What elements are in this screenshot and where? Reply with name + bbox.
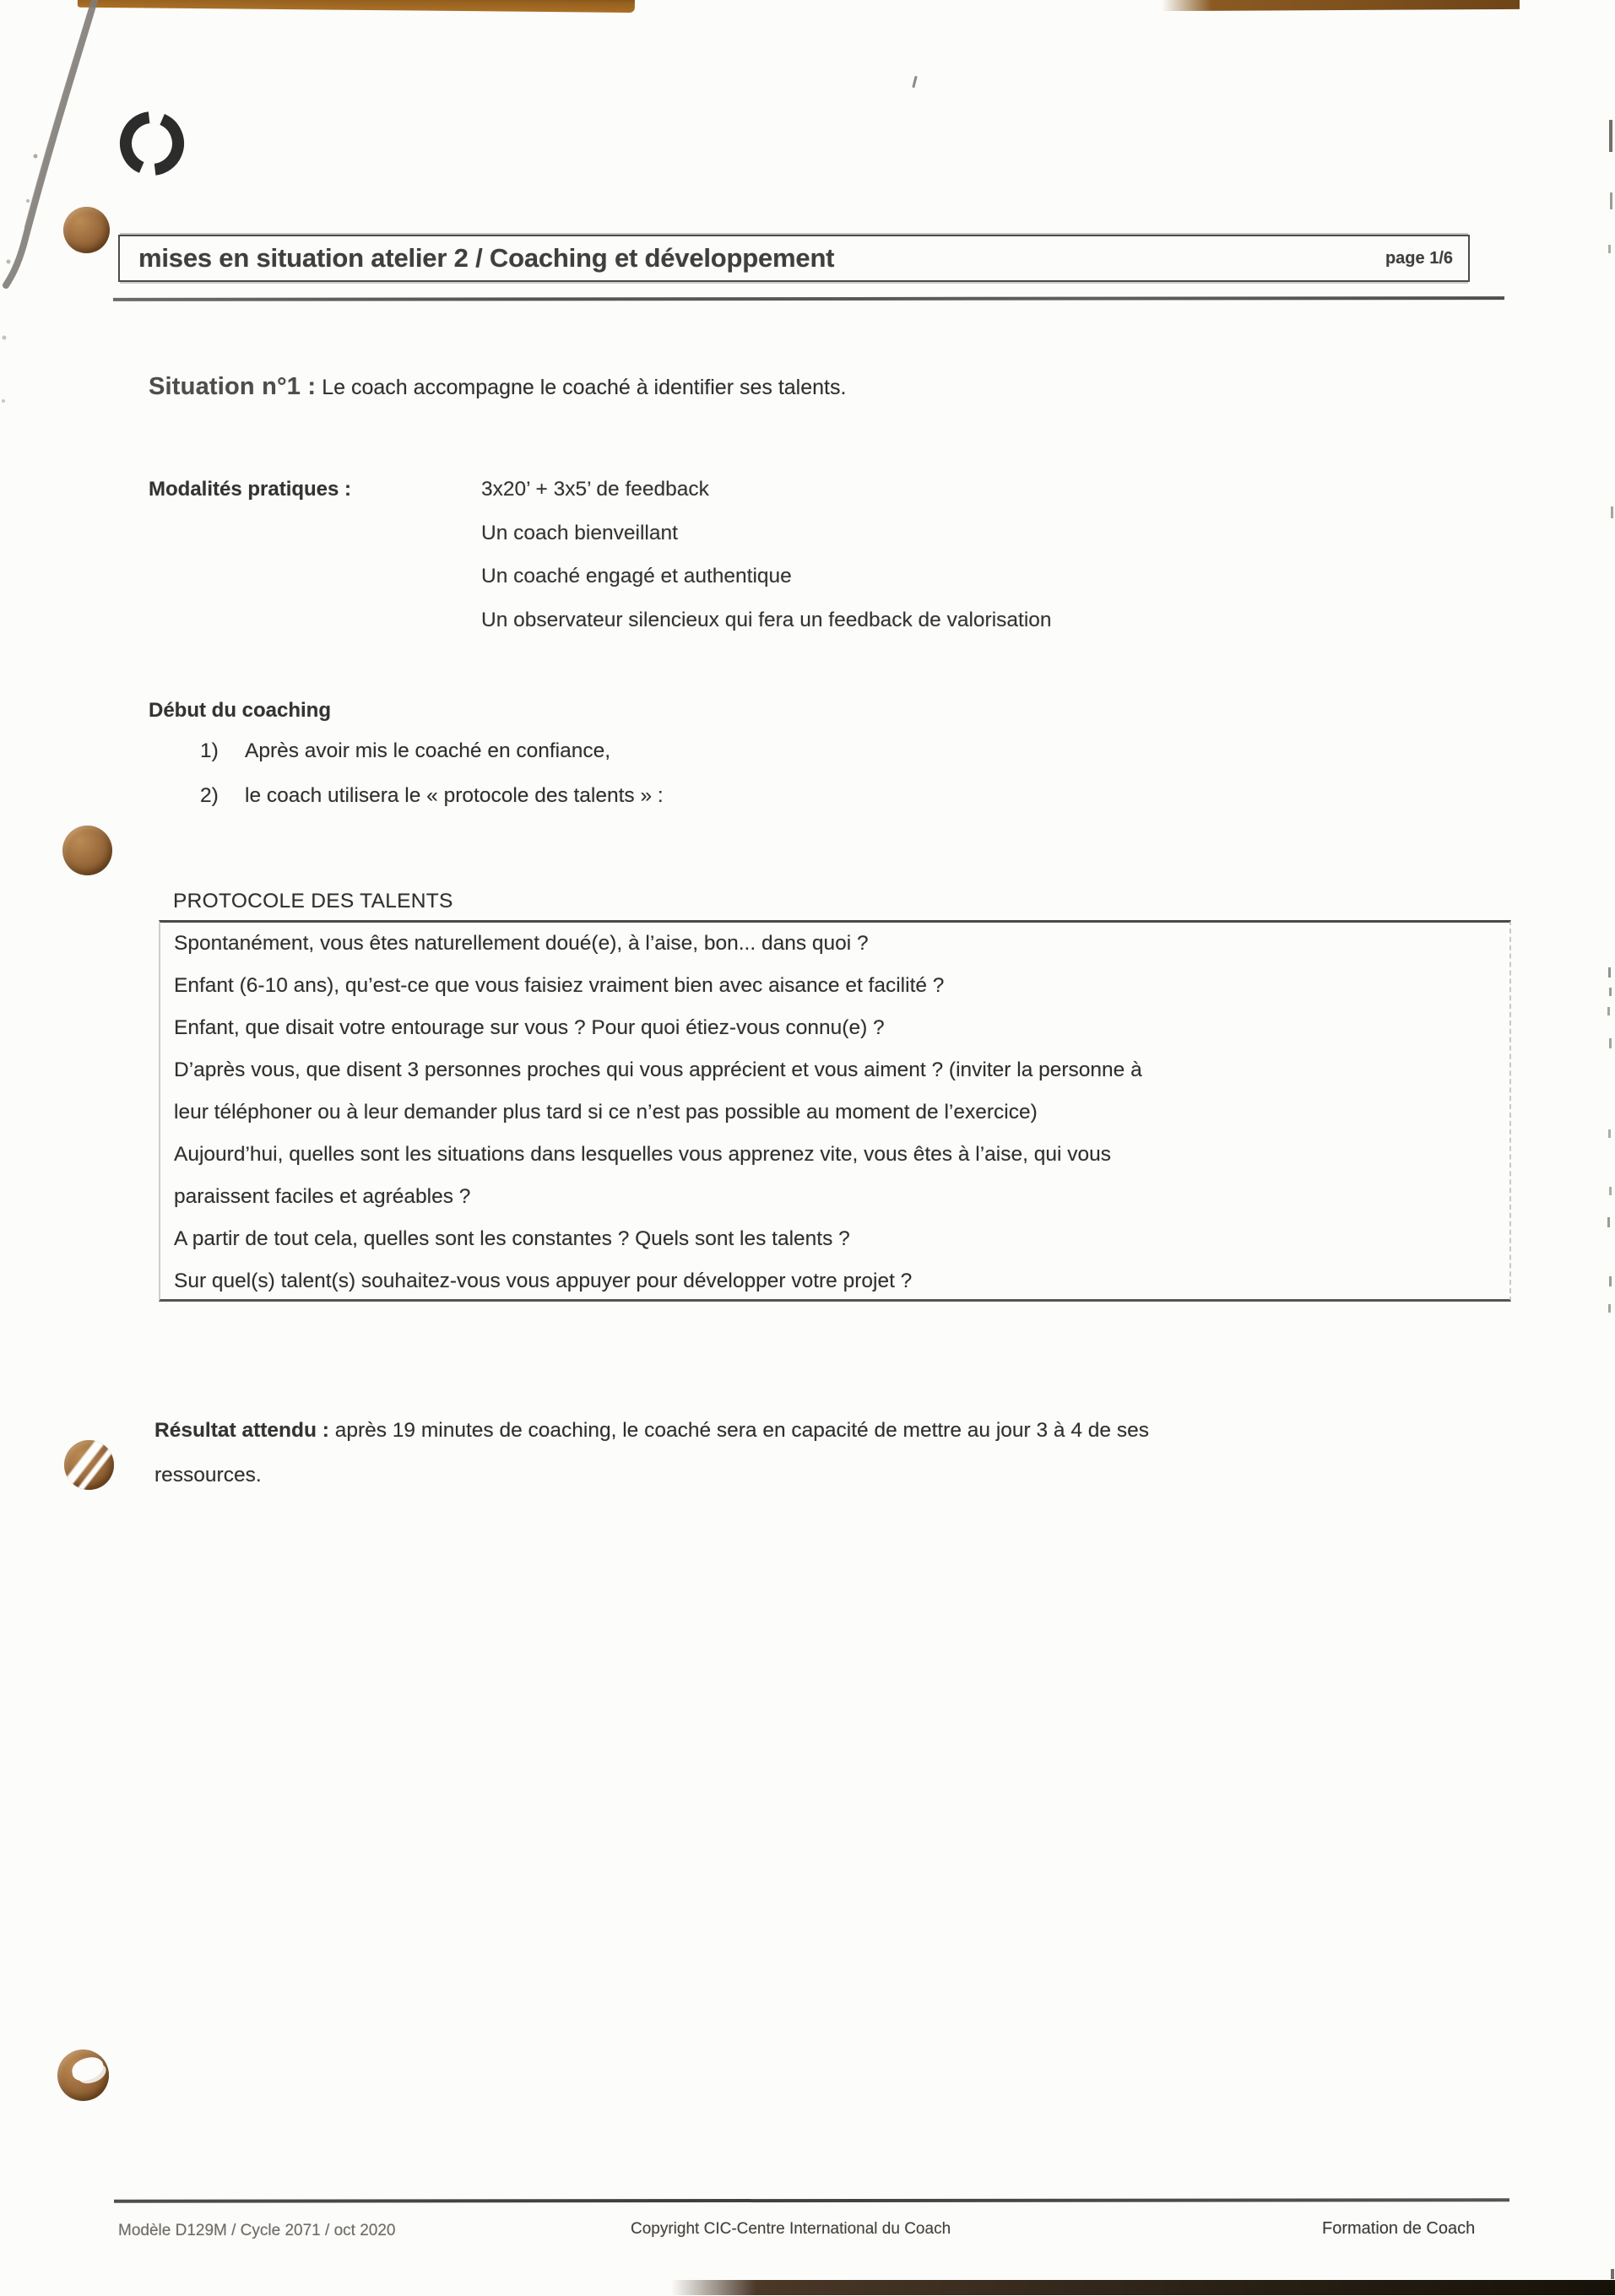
resultat-line-1	[154, 1408, 1539, 1453]
footer-copyright: Copyright CIC-Centre International du Coach	[631, 2220, 951, 2238]
resultat-label: Résultat attendu :	[154, 1419, 329, 1442]
hole-punch-mark-1	[63, 207, 110, 253]
scan-artifact-edge-dash	[1609, 1276, 1612, 1286]
hole-punch-mark-3	[64, 1440, 114, 1490]
scan-artifact-edge-dash	[1608, 1129, 1611, 1138]
scan-artifact-tick	[912, 76, 917, 88]
protocole-question-line: paraissent faciles et agréables ?	[174, 1185, 471, 1208]
list-item-number: 2)	[200, 784, 219, 807]
modalites-item: Un observateur silencieux qui fera un feedback de valorisation	[481, 608, 1052, 631]
hole-punch-mark-2	[62, 826, 112, 875]
protocole-question-line: Sur quel(s) talent(s) souhaitez-vous vous appuyer pour développer votre projet ?	[174, 1270, 913, 1292]
page-number-label: page 1/6	[1385, 248, 1453, 268]
horizontal-rule-top	[113, 296, 1504, 301]
modalites-item: Un coach bienveillant	[481, 521, 678, 544]
scan-artifact-top-band-right	[1162, 0, 1520, 11]
protocole-question-line: leur téléphoner ou à leur demander plus tard si ce n’est pas possible au moment de l’exercice)	[174, 1101, 1038, 1124]
protocole-question-line: D’après vous, que disent 3 personnes proches qui vous apprécient et vous aiment ? (inviter la personne à	[174, 1059, 1142, 1081]
hole-punch-mark-4	[57, 2050, 109, 2101]
page-title: mises en situation atelier 2 / Coaching et développement	[138, 243, 835, 273]
debut-list-item	[200, 739, 610, 763]
modalites-items-list	[481, 478, 1052, 652]
scan-artifact-bottom-band	[671, 2280, 1615, 2295]
resultat-text-1: après 19 minutes de coaching, le coaché sera en capacité de mettre au jour 3 à 4 de ses	[334, 1419, 1149, 1442]
scan-artifact-edge-dash	[1609, 1187, 1612, 1195]
debut-list-item	[200, 784, 664, 808]
list-item-number: 1)	[200, 739, 219, 762]
broken-circle-logo-icon	[117, 108, 187, 179]
debut-coaching-label: Début du coaching	[149, 699, 331, 722]
protocole-section-title: PROTOCOLE DES TALENTS	[173, 890, 453, 912]
modalites-item: 3x20’ + 3x5’ de feedback	[481, 478, 709, 501]
protocole-question-line: Aujourd’hui, quelles sont les situations dans lesquelles vous apprenez vite, vous êtes à l’aise, qui vous	[174, 1143, 1111, 1166]
scan-artifact-edge-dash	[1609, 1038, 1612, 1048]
situation-text: Le coach accompagne le coaché à identifier ses talents.	[322, 376, 847, 399]
protocole-questions-box	[159, 920, 1511, 1302]
scan-artifact-edge-dash	[1609, 988, 1612, 996]
situation-heading	[149, 373, 846, 401]
modalites-label: Modalités pratiques :	[149, 478, 352, 501]
protocole-question-line: Spontanément, vous êtes naturellement doué(e), à l’aise, bon... dans quoi ?	[174, 932, 869, 955]
scan-artifact-edge-dash	[1610, 192, 1612, 209]
situation-label: Situation n°1 :	[149, 373, 317, 400]
list-item-text: Après avoir mis le coaché en confiance,	[245, 739, 611, 762]
scan-artifact-top-band-left	[78, 0, 635, 13]
footer-document-reference: Modèle D129M / Cycle 2071 / oct 2020	[118, 2222, 396, 2239]
modalites-item: Un coaché engagé et authentique	[481, 565, 792, 588]
list-item-text: le coach utilisera le « protocole des talents » :	[245, 784, 664, 807]
resultat-attendu-paragraph	[154, 1408, 1539, 1497]
protocole-question-line: Enfant, que disait votre entourage sur vous ? Pour quoi étiez-vous connu(e) ?	[174, 1016, 885, 1039]
scan-artifact-edge-dash	[1609, 120, 1612, 152]
scan-artifact-edge-dash	[1607, 1217, 1610, 1227]
scan-artifact-edge-dash	[1611, 506, 1613, 518]
scan-artifact-edge-dash	[1608, 967, 1611, 977]
scan-artifact-edge-dash	[1608, 1304, 1611, 1313]
protocole-question-line: A partir de tout cela, quelles sont les constantes ? Quels sont les talents ?	[174, 1227, 850, 1250]
horizontal-rule-footer	[114, 2198, 1509, 2202]
scan-artifact-edge-dash	[1611, 2269, 1614, 2279]
document-header-bar	[118, 235, 1470, 282]
scan-artifact-edge-dash	[1608, 245, 1611, 253]
resultat-text-2: ressources.	[154, 1464, 262, 1486]
protocole-question-line: Enfant (6-10 ans), qu’est-ce que vous faisiez vraiment bien avec aisance et facilité ?	[174, 974, 945, 997]
footer-program-name: Formation de Coach	[1322, 2219, 1476, 2238]
scan-artifact-edge-dash	[1607, 1007, 1610, 1015]
